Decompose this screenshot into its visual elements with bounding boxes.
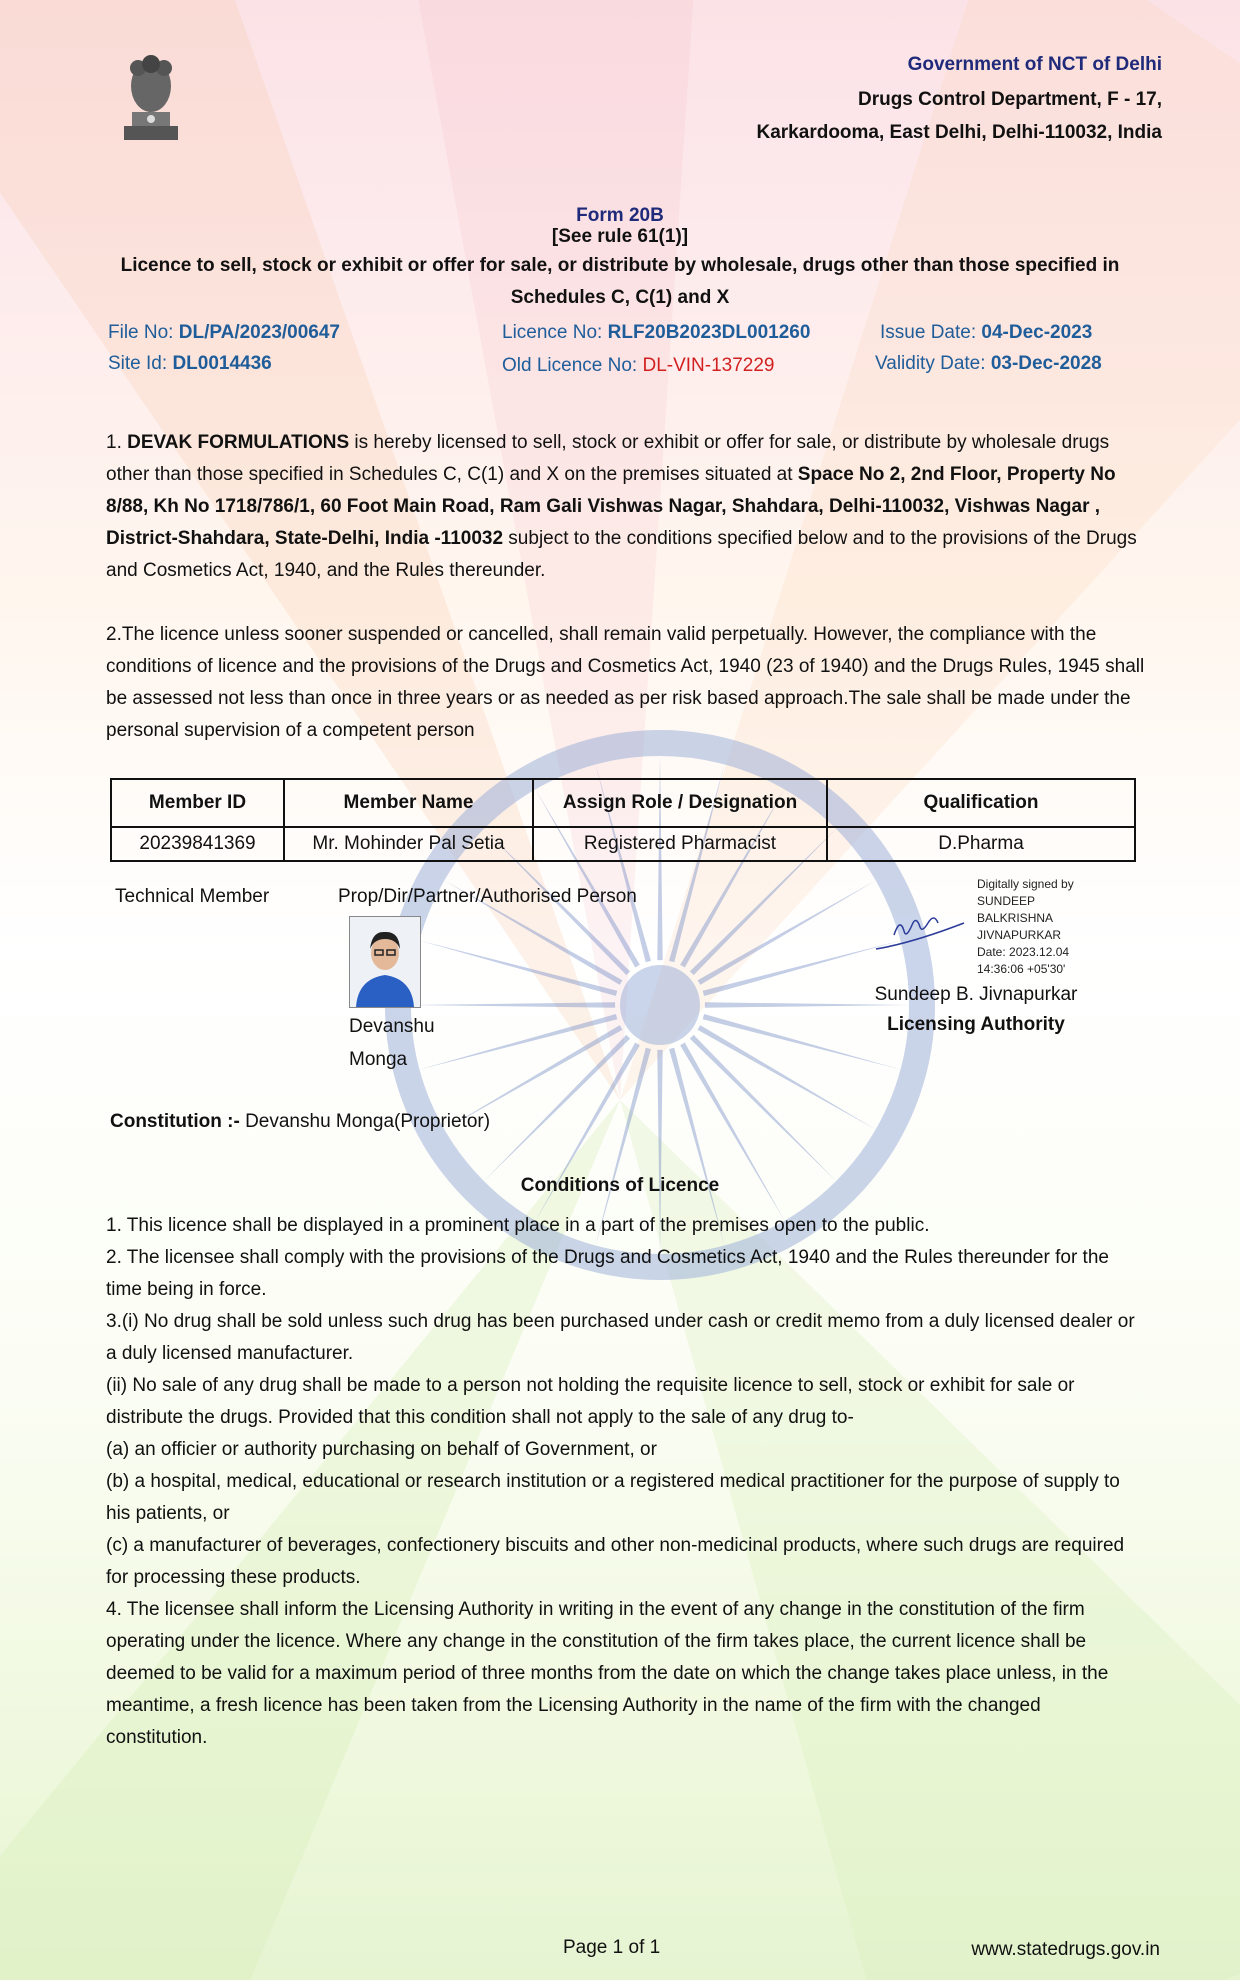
- constitution-label: Constitution :-: [110, 1111, 240, 1132]
- licence-no-label: Licence No:: [502, 322, 603, 343]
- conditions-list: [106, 1210, 1146, 1754]
- authority-name: Sundeep B. Jivnapurkar: [874, 984, 1078, 1005]
- sig-line-3: BALKRISHNA: [977, 911, 1054, 925]
- col-member-name: Member Name: [284, 779, 533, 827]
- form-title: Form 20B: [576, 205, 664, 226]
- old-licence-value: DL-VIN-137229: [642, 355, 775, 376]
- old-licence-no: [502, 355, 775, 377]
- prop-name-last: Monga: [349, 1049, 408, 1070]
- validity-date-value: 03-Dec-2028: [990, 353, 1102, 374]
- department-name: Drugs Control Department, F - 17,: [857, 89, 1162, 110]
- authority-title: Licensing Authority: [887, 1014, 1065, 1035]
- table-header-row: [111, 779, 1135, 827]
- col-member-id: Member ID: [111, 779, 284, 827]
- condition-item: (b) a hospital, medical, educational or research institution or a registered medical practitioner for the purpose of supply to his patients, or: [106, 1471, 1120, 1524]
- wheel-spoke: [419, 940, 618, 996]
- issue-date-value: 04-Dec-2023: [981, 322, 1093, 343]
- condition-item: (ii) No sale of any drug shall be made to a person not holding the requisite licence to sell, stock or exhibit for sale or distribute the drugs. Provided that this condition shall not apply to the sale of any drug to-: [106, 1375, 1075, 1428]
- file-no-label: File No:: [108, 322, 174, 343]
- wheel-spoke: [690, 1035, 837, 1182]
- sig-line-1: Digitally signed by: [977, 877, 1074, 891]
- condition-item: 1. This licence shall be displayed in a prominent place in a part of the premises open to the public.: [106, 1215, 930, 1236]
- col-role: Assign Role / Designation: [533, 779, 827, 827]
- member-qualification-cell: D.Pharma: [827, 827, 1135, 861]
- state-emblem-icon: [118, 52, 184, 144]
- member-role-cell: Registered Pharmacist: [533, 827, 827, 861]
- conditions-title: Conditions of Licence: [520, 1175, 720, 1196]
- prop-name-first: Devanshu: [349, 1016, 435, 1037]
- government-heading: Government of NCT of Delhi: [907, 54, 1162, 75]
- handwritten-signature: [872, 905, 968, 955]
- para1-text2: subject to the conditions specified below and to the provisions of the Drugs and Cosmetics Act, 1940, and the Rules thereunder.: [106, 528, 1137, 581]
- issue-date-label: Issue Date:: [880, 322, 977, 343]
- validity-date: [875, 353, 1102, 375]
- site-id: [108, 353, 272, 375]
- licence-no: [502, 322, 810, 344]
- wheel-spoke: [698, 880, 877, 985]
- company-name: DEVAK FORMULATIONS: [127, 432, 350, 453]
- table-row: [111, 827, 1135, 861]
- file-no-value: DL/PA/2023/00647: [178, 322, 340, 343]
- wheel-spoke: [410, 1002, 615, 1007]
- premises-address: Space No 2, 2nd Floor, Property No 8/88, Kh No 1718/786/1, 60 Foot Main Road, Ram Gali Vishwas Nagar, Shahdara, Delhi-110032, Vishwas Nagar , District-Shahdara, State-Delhi, India -110032: [106, 464, 1116, 549]
- sig-line-6: 14:36:06 +05'30': [977, 962, 1066, 976]
- licence-grant-paragraph: [106, 427, 1146, 587]
- condition-item: (a) an officier or authority purchasing on behalf of Government, or: [106, 1439, 657, 1460]
- proprietor-photo: [349, 916, 421, 1008]
- para1-number: 1.: [106, 432, 128, 453]
- issue-date: [880, 322, 1092, 344]
- validity-paragraph: 2.The licence unless sooner suspended or cancelled, shall remain valid perpetually. However, the compliance with the conditions of licence and the provisions of the Drugs and Cosmetics Act, 1940 (23 of 1940) and the Drugs Rules, 1945 shall be assessed not less than once in three years or as needed as per risk based approach.The sale shall be made under the personal supervision of a competent person: [106, 624, 1145, 741]
- member-id-cell: 20239841369: [111, 827, 284, 861]
- wheel-spoke: [483, 1035, 630, 1182]
- condition-item: 4. The licensee shall inform the Licensing Authority in writing in the event of any change in the constitution of the firm operating under the licence. Where any change in the constitution of the firm takes place, the current licence shall be deemed to be valid for a maximum period of three months from the date on which the change takes place unless, in the meantime, a fresh licence has been taken from the Licensing Authority in the name of the firm with the changed constitution.: [106, 1599, 1109, 1748]
- digital-signature-block: [977, 876, 1074, 978]
- prop-label: Prop/Dir/Partner/Authorised Person: [338, 886, 637, 907]
- sig-line-5: Date: 2023.12.04: [977, 945, 1070, 959]
- technical-member-label: Technical Member: [115, 886, 270, 907]
- site-id-value: DL0014436: [172, 353, 272, 374]
- licence-no-value: RLF20B2023DL001260: [607, 322, 811, 343]
- para1-text1: is hereby licensed to sell, stock or exhibit or offer for sale, or distribute by wholesale drugs other than those specified in Schedules C, C(1) and X on the premises situated at: [106, 432, 1110, 485]
- condition-item: (c) a manufacturer of beverages, confectionery biscuits and other non-medicinal products, where such drugs are required for processing these products.: [106, 1535, 1125, 1588]
- sig-line-4: JIVNAPURKAR: [977, 928, 1062, 942]
- validity-date-label: Validity Date:: [875, 353, 986, 374]
- wheel-spoke: [698, 1025, 877, 1130]
- department-address: Karkardooma, East Delhi, Delhi-110032, India: [756, 122, 1162, 143]
- website-link[interactable]: www.statedrugs.gov.in: [971, 1939, 1160, 1960]
- file-no: [108, 322, 340, 344]
- condition-item: 2. The licensee shall comply with the provisions of the Drugs and Cosmetics Act, 1940 and the Rules thereunder for the time being in force.: [106, 1247, 1109, 1300]
- licence-description: Licence to sell, stock or exhibit or offer for sale, or distribute by wholesale, drugs other than those specified in Schedules C, C(1) and X: [120, 255, 1120, 308]
- condition-item: 3.(i) No drug shall be sold unless such drug has been purchased under cash or credit memo from a duly licensed dealer or a duly licensed manufacturer.: [106, 1311, 1135, 1364]
- constitution: [110, 1111, 490, 1133]
- wheel-spoke: [419, 1014, 618, 1070]
- constitution-value: Devanshu Monga(Proprietor): [239, 1111, 491, 1132]
- members-table: [110, 778, 1136, 862]
- sig-line-2: SUNDEEP: [977, 894, 1036, 908]
- col-qualification: Qualification: [827, 779, 1135, 827]
- form-rule: [See rule 61(1)]: [551, 226, 689, 247]
- page-number: Page 1 of 1: [563, 1937, 661, 1958]
- site-id-label: Site Id:: [108, 353, 168, 374]
- old-licence-label: Old Licence No:: [502, 355, 638, 376]
- member-name-cell: Mr. Mohinder Pal Setia: [284, 827, 533, 861]
